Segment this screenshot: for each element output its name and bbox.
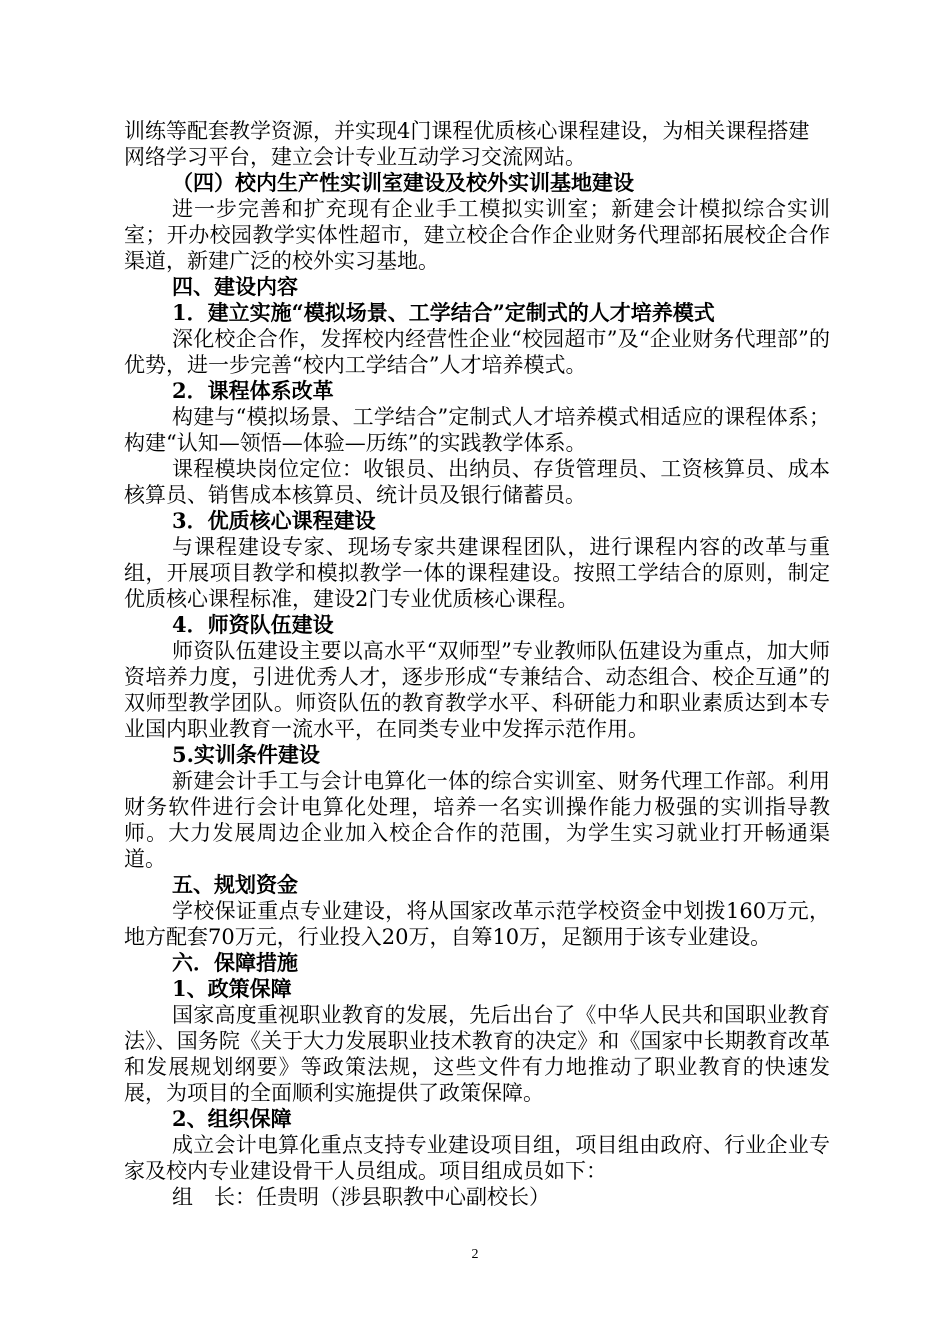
subsection-heading: 2．课程体系改革 [172,378,334,403]
paragraph: 深化校企合作，发挥校内经营性企业“校园超市”及“企业财务代理部”的优势，进一步完善“校内工学结合”人才培养模式。 [124,327,830,377]
paragraph: 学校保证重点专业建设，将从国家改革示范学校资金中划拨160万元，地方配套70万元，行业投入20万，自筹10万，足额用于该专业建设。 [124,899,830,949]
paragraph: 组 长：任贵明（涉县职教中心副校长） [172,1185,550,1209]
paragraph: 国家高度重视职业教育的发展，先后出台了《中华人民共和国职业教育法》、国务院《关于大力发展职业技术教育的决定》和《国家中长期教育改革和发展规划纲要》等政策法规，这些文件有力地推动了职业教育的快速发展，为项目的全面顺利实施提供了政策保障。 [124,1003,830,1105]
paragraph: 训练等配套教学资源，并实现4门课程优质核心课程建设，为相关课程搭建网络学习平台，建立会计专业互动学习交流网站。 [124,119,810,169]
subsection-heading: 5.实训条件建设 [172,742,320,767]
subsection-heading: 2、组织保障 [172,1106,292,1131]
paragraph: 与课程建设专家、现场专家共建课程团队，进行课程内容的改革与重组，开展项目教学和模拟教学一体的课程建设。按照工学结合的原则，制定优质核心课程标准，建设2门专业优质核心课程。 [124,535,830,611]
page-number: 2 [471,1247,479,1262]
paragraph: 师资队伍建设主要以高水平“双师型”专业教师队伍建设为重点，加大师资培养力度，引进优秀人才，逐步形成“专兼结合、动态组合、校企互通”的双师型教学团队。师资队伍的教育教学水平、科研能力和职业素质达到本专业国内职业教育一流水平，在同类专业中发挥示范作用。 [124,639,830,741]
subsection-heading: 4．师资队伍建设 [172,612,334,637]
section-heading: 六．保障措施 [172,950,298,975]
paragraph: 新建会计手工与会计电算化一体的综合实训室、财务代理工作部。利用财务软件进行会计电算化处理，培养一名实训操作能力极强的实训指导教师。大力发展周边企业加入校企合作的范围，为学生实习就业打开畅通渠道。 [124,769,830,871]
subsection-heading: 3．优质核心课程建设 [172,508,376,533]
body-text [124,118,830,1210]
subsection-heading: 1．建立实施“模拟场景、工学结合”定制式的人才培养模式 [172,300,715,325]
subsection-heading: 1、政策保障 [172,976,292,1001]
section-heading: 五、规划资金 [172,872,298,897]
paragraph: 课程模块岗位定位：收银员、出纳员、存货管理员、工资核算员、成本核算员、销售成本核算员、统计员及银行储蓄员。 [124,457,830,507]
paragraph: 构建与“模拟场景、工学结合”定制式人才培养模式相适应的课程体系；构建“认知—领悟—体验—历练”的实践教学体系。 [124,405,830,455]
section-heading: 四、建设内容 [172,274,298,299]
paragraph: 成立会计电算化重点支持专业建设项目组，项目组由政府、行业企业专家及校内专业建设骨干人员组成。项目组成员如下： [124,1133,830,1183]
section-heading: （四）校内生产性实训室建设及校外实训基地建设 [172,170,634,195]
paragraph: 进一步完善和扩充现有企业手工模拟实训室；新建会计模拟综合实训室；开办校园教学实体性超市，建立校企合作企业财务代理部拓展校企合作渠道，新建广泛的校外实习基地。 [124,197,830,273]
